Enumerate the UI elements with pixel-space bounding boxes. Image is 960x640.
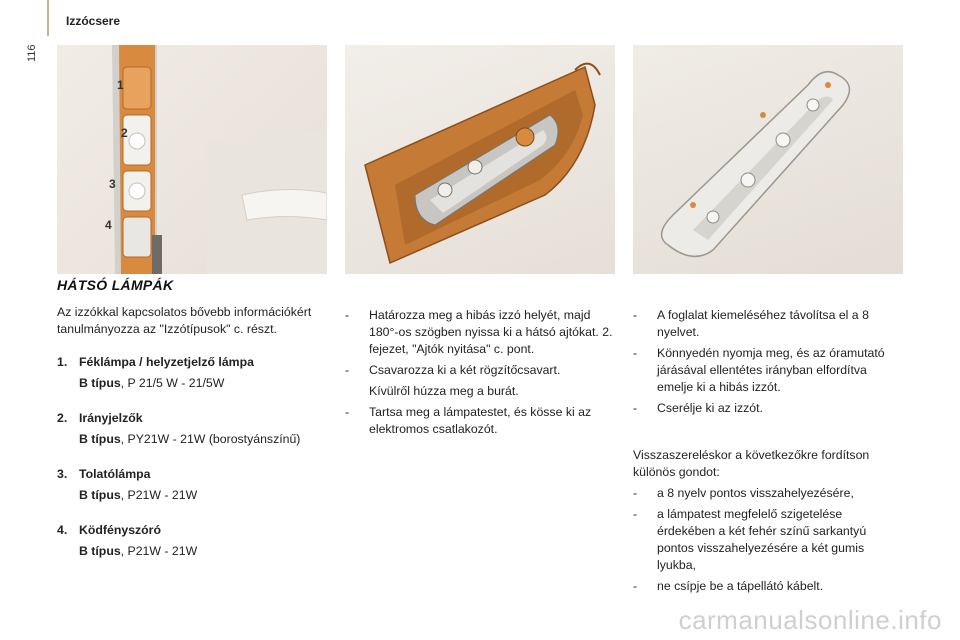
reassembly-item: - a lámpatest megfelelő szigetelése érdekében a két fehér színű sarkantyú pontos visszahelyezésére a két gumis lyukba, bbox=[633, 506, 903, 574]
lamp-name: Irányjelzők bbox=[79, 411, 143, 425]
lamp-type-value: , P21W - 21W bbox=[120, 544, 198, 558]
step-item: - Cserélje ki az izzót. bbox=[633, 400, 903, 417]
step-item: - A foglalat kiemeléséhez távolítsa el a 8 nyelvet. bbox=[633, 307, 903, 341]
step-item: - Csavarozza ki a két rögzítőcsavart. bbox=[345, 362, 623, 379]
page-number: 116 bbox=[26, 44, 38, 62]
lamp-type-value: , P 21/5 W - 21/5W bbox=[120, 376, 225, 390]
lamp-name: Féklámpa / helyzetjelző lámpa bbox=[79, 355, 254, 369]
lamp-name: Ködfényszóró bbox=[79, 523, 161, 537]
step-item: - Könnyedén nyomja meg, és az óramutató járásával ellentétes irányban elfordítva emelje ki a hibás izzót. bbox=[633, 345, 903, 396]
lamp-number: 4. bbox=[57, 523, 68, 537]
lamp-type-label: B típus bbox=[79, 488, 121, 502]
lamp-item bbox=[57, 466, 327, 504]
lamp-label-2: 2 bbox=[121, 126, 128, 140]
removal-steps-column bbox=[345, 307, 623, 442]
bulb-list-column bbox=[57, 304, 327, 578]
header-rule bbox=[47, 0, 49, 36]
replacement-steps-column bbox=[633, 307, 903, 599]
step-item: - Tartsa meg a lámpatestet, és kösse ki az elektromos csatlakozót. bbox=[345, 404, 623, 438]
intro-text: Az izzókkal kapcsolatos bővebb információkért tanulmányozza az "Izzótípusok" c. részt. bbox=[57, 305, 312, 336]
lamp-number: 2. bbox=[57, 411, 68, 425]
step-continuation: Kívülről húzza meg a burát. bbox=[369, 384, 519, 398]
step-item: - Határozza meg a hibás izzó helyét, majd 180°-os szögben nyissa ki a hátsó ajtókat. 2. fejezet, "Ajtók nyitása" c. pont. bbox=[345, 307, 623, 358]
lamp-housing-figure bbox=[345, 45, 615, 274]
lamp-name: Tolatólámpa bbox=[79, 467, 151, 481]
lamp-item bbox=[57, 522, 327, 560]
lamp-label-3: 3 bbox=[109, 177, 116, 191]
lamp-type-label: B típus bbox=[79, 544, 121, 558]
reassembly-item: - a 8 nyelv pontos visszahelyezésére, bbox=[633, 485, 903, 502]
bulb-holder-figure bbox=[633, 45, 903, 274]
rear-lamp-figure bbox=[57, 45, 327, 274]
section-heading: HÁTSÓ LÁMPÁK bbox=[57, 277, 174, 293]
reassembly-item: - ne csípje be a tápellátó kábelt. bbox=[633, 578, 903, 595]
reassembly-intro: Visszaszereléskor a következőkre fordítson különös gondot: bbox=[633, 448, 870, 479]
lamp-type-value: , PY21W - 21W (borostyánszínű) bbox=[120, 432, 301, 446]
lamp-type-value: , P21W - 21W bbox=[120, 488, 198, 502]
lamp-label-1: 1 bbox=[117, 78, 124, 92]
lamp-number: 3. bbox=[57, 467, 68, 481]
watermark: carmanualsonline.info bbox=[678, 605, 942, 635]
lamp-type-label: B típus bbox=[79, 376, 121, 390]
lamp-number: 1. bbox=[57, 355, 68, 369]
lamp-item bbox=[57, 410, 327, 448]
section-title: Izzócsere bbox=[66, 14, 121, 28]
lamp-type-label: B típus bbox=[79, 432, 121, 446]
lamp-item bbox=[57, 354, 327, 392]
lamp-label-4: 4 bbox=[105, 218, 112, 232]
